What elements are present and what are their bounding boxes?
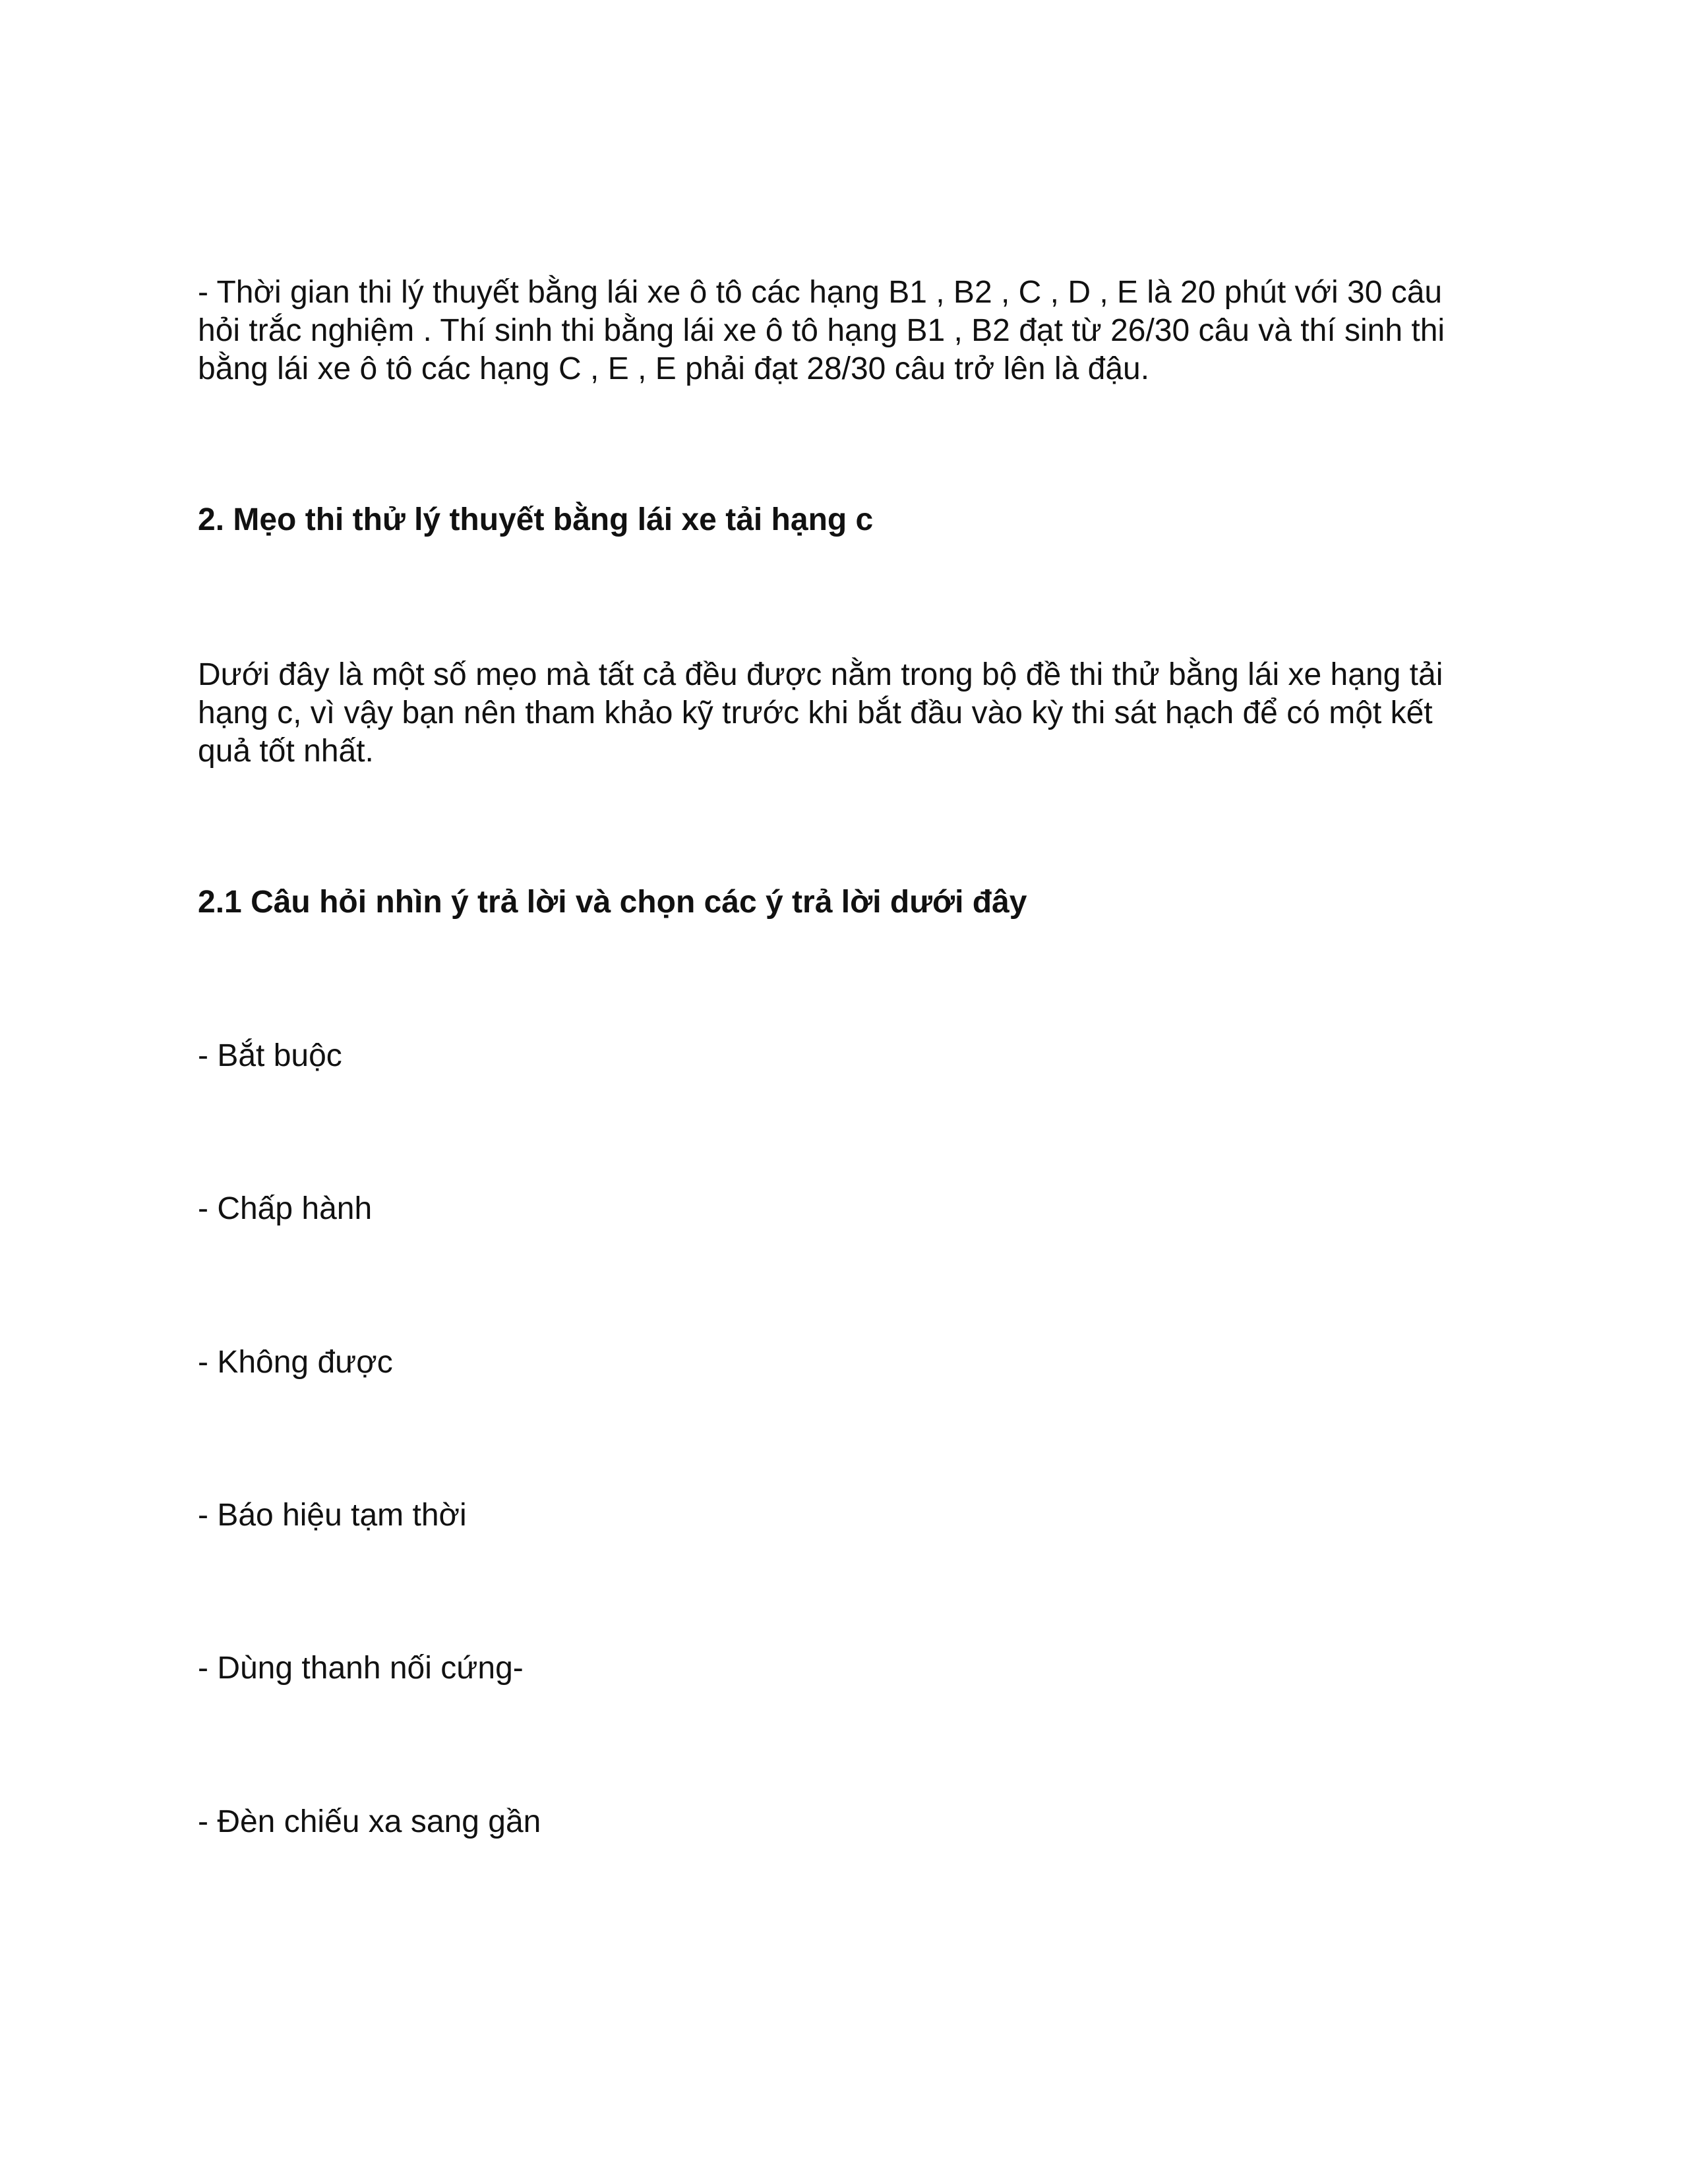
list-item: - Báo hiệu tạm thời xyxy=(198,1498,467,1533)
exam-time-paragraph: - Thời gian thi lý thuyết bằng lái xe ô tô các hạng B1 , B2 , C , D , E là 20 phút với 30 câu hỏi trắc nghiệm . Thí sinh thi bằng lái xe ô tô hạng B1 , B2 đạt từ 26/30 câu và thí sinh thi bằng lái xe ô tô các hạng C , E , E phải đạt 28/30 câu trở lên là đậu. xyxy=(198,275,1445,386)
subsection-heading-answers: 2.1 Câu hỏi nhìn ý trả lời và chọn các ý trả lời dưới đây xyxy=(198,885,1027,920)
list-item: - Dùng thanh nối cứng- xyxy=(198,1651,524,1686)
tips-intro-paragraph: Dưới đây là một số mẹo mà tất cả đều được nằm trong bộ đề thi thử bằng lái xe hạng tải hạng c, vì vậy bạn nên tham khảo kỹ trước khi bắt đầu vào kỳ thi sát hạch để có một kết quả tốt nhất. xyxy=(198,657,1443,769)
list-item: - Bắt buộc xyxy=(198,1038,342,1073)
section-heading-tips: 2. Mẹo thi thử lý thuyết bằng lái xe tải hạng c xyxy=(198,502,874,537)
list-item: - Không được xyxy=(198,1345,393,1380)
list-item: - Đèn chiếu xa sang gần xyxy=(198,1804,541,1839)
list-item: - Chấp hành xyxy=(198,1191,373,1226)
